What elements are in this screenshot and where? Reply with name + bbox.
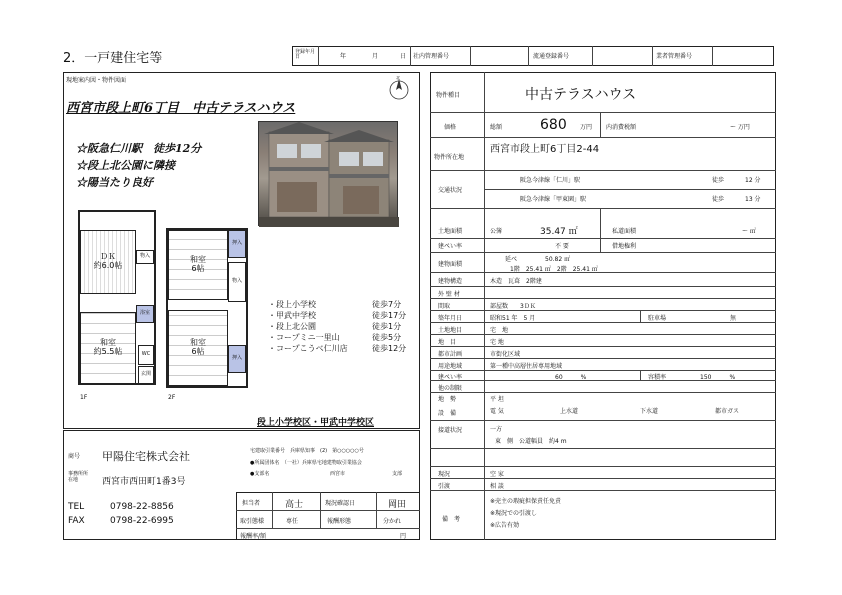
nearby-dist-2: 徒歩17分: [372, 311, 407, 320]
company-no-label: 社内管理番号: [413, 53, 450, 60]
nearby-name-5: ・コープこうべ仁川店: [268, 344, 348, 353]
far: 150 %: [700, 374, 736, 381]
building-total: 50.82 ㎡: [545, 256, 571, 263]
reins-no-label: 流通登録番号: [533, 53, 570, 60]
right-panel: [430, 72, 776, 540]
point-2: ☆段上北公園に隣接: [76, 159, 175, 172]
transport-2: 阪急今津線「甲東園」駅: [520, 196, 587, 203]
school-district: 段上小学校区・甲武中学校区: [257, 418, 375, 428]
compass-icon: [386, 76, 412, 102]
point-3: ☆陽当たり良好: [76, 176, 153, 189]
parking: 無: [730, 315, 737, 322]
location: 西宮市段上町6丁目2-44: [490, 144, 600, 155]
built-date: 昭和51 年 5 月: [490, 315, 536, 322]
member-no-label: 業者管理番号: [656, 53, 693, 60]
svg-text:北: 北: [396, 76, 400, 80]
room-wc: WC: [138, 345, 154, 365]
room-washitsu-2f-upper: 和室 6帖: [168, 230, 228, 300]
layout: 部屋数 3ＤＫ: [490, 303, 536, 310]
room-oshiire-1: 押入: [228, 230, 246, 258]
transport-1: 阪急今津線「仁川」駅: [520, 177, 581, 184]
nearby-name-1: ・段上小学校: [268, 300, 316, 309]
nearby-dist-1: 徒歩7分: [372, 300, 402, 309]
use-zone: 第一種中高層住居専用地域: [490, 363, 563, 370]
room-washitsu-2f-lower: 和室 6帖: [168, 310, 228, 386]
nearby-name-3: ・段上北公園: [268, 322, 316, 331]
nearby-dist-4: 徒歩5分: [372, 333, 402, 342]
delivery: 相 談: [490, 483, 504, 490]
section-label: 現地案内図・物件図面: [66, 77, 127, 84]
nearby-dist-3: 徒歩1分: [372, 322, 402, 331]
staff-name: 高士: [285, 500, 304, 510]
company-name: 甲陽住宅株式会社: [102, 450, 190, 463]
room-oshiire-2: 押入: [228, 345, 246, 373]
split-type: 分かれ: [383, 518, 402, 525]
trade-type: 専任: [286, 518, 299, 525]
building-floors: 1階 25.41 ㎡ 2階 25.41 ㎡: [510, 266, 598, 273]
confirm-name: 岡田: [388, 500, 407, 510]
tax-amount: ー 万円: [730, 124, 750, 131]
floor-1-label: 1F: [80, 394, 88, 401]
bcr: 60 %: [555, 374, 587, 381]
room-dk: ＤＫ 約6.0帖: [80, 230, 136, 294]
room-closet: 物入: [228, 262, 246, 302]
price: 680: [540, 117, 567, 133]
room-storage: 物入: [136, 250, 154, 264]
structure: 木造 瓦葺 2階建: [490, 278, 542, 285]
company-tel: 0798-22-8856: [110, 502, 174, 512]
note-2: ※現況での引渡し: [490, 510, 538, 517]
property-photo: [258, 121, 398, 226]
page-title: 2．一戸建住宅等: [63, 51, 163, 66]
license-no: 宅建取引業番号 兵庫県知事 (2) 第○○○○○号: [250, 448, 364, 454]
room-entrance: 玄関: [138, 366, 154, 384]
note-3: ※広告有効: [490, 522, 520, 529]
nearby-name-2: ・甲武中学校: [268, 311, 316, 320]
registration-date-label: 登録年月日: [295, 49, 316, 60]
point-1: ☆阪急仁川駅 徒歩12分: [76, 142, 202, 155]
nearby-dist-5: 徒歩12分: [372, 344, 407, 353]
company-fax: 0798-22-6995: [110, 516, 174, 526]
note-1: ※売主の瑕疵担保責任免責: [490, 498, 562, 505]
nearby-name-4: ・コープミニ一里山: [268, 333, 340, 342]
property-name: 中古テラスハウス: [525, 87, 637, 103]
company-address: 西宮市西田町1番3号: [102, 477, 186, 487]
association: ●所属団体名 （一社）兵庫県宅地建物取引業協会: [250, 460, 362, 466]
road: 東 側 公道幅員 約4 m: [495, 438, 567, 445]
room-washitsu-1f: 和室 約5.5帖: [80, 312, 136, 384]
room-bath: 浴室: [136, 305, 154, 323]
headline: 西宮市段上町6丁目 中古テラスハウス: [66, 101, 296, 116]
floor-2-label: 2F: [168, 394, 176, 401]
land-area: 35.47 ㎡: [540, 227, 578, 237]
status: 空 家: [490, 471, 504, 478]
